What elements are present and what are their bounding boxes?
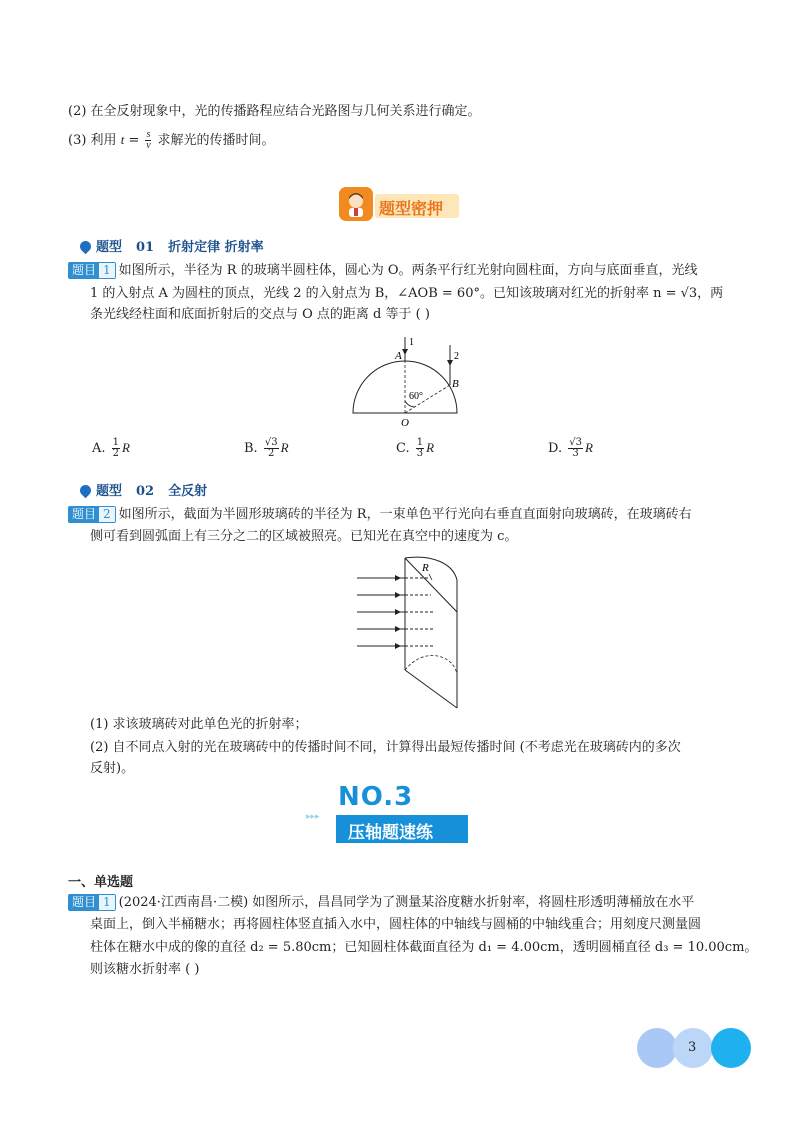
question-tag-label: 题目 [69,895,99,910]
type-heading-1 [80,236,264,255]
q3-text-1: (2024·江西南昌·二模) 如图所示，昌昌同学为了测量某浴度糖水折射率，将圆柱形透明薄桶放在水平 [118,895,695,910]
no3-banner [302,782,470,858]
option-key: C. [396,441,410,456]
q2-sub-2: (2) 自不同点入射的光在玻璃砖中的传播时间不同，计算得出最短传播时间 (不考虑光在玻璃砖内的多次 [90,740,681,755]
option-fraction [416,438,424,459]
question-tag-number: 1 [99,895,115,910]
banner-title: 题型密押 [379,199,444,218]
option-fraction [568,438,583,459]
q1-line-2: 1 的入射点 A 为圆柱的顶点，光线 2 的入射点为 B，∠AOB = 60°。已知该玻璃对红光的折射率 n = √3，两 [90,286,724,301]
q2-line-1 [68,506,692,524]
label-O: O [401,417,409,429]
fraction-denominator: v [146,140,151,151]
option-key: B. [244,441,258,456]
option-var: R [280,440,289,455]
q3-line-3: 柱体在糖水中成的像的直径 d₂ = 5.80cm；已知圆柱体截面直径为 d₁ = 4.00cm，透明圆桶直径 d₃ = 10.00cm。 [90,940,758,955]
option-a[interactable] [92,438,130,459]
type-heading-2 [80,480,207,499]
location-pin-icon [78,239,94,255]
option-den: 2 [268,448,275,459]
q2-sub-1: (1) 求该玻璃砖对此单色光的折射率； [90,717,308,732]
question-tag-number: 2 [99,507,115,522]
page-decoration-circle [637,1028,677,1068]
label-1: 1 [409,337,414,348]
question-tag-label: 题目 [69,507,99,522]
q1-line-1 [68,262,698,280]
option-var: R [426,440,435,455]
intro-line-3-suffix: 求解光的传播时间。 [153,133,275,148]
q2-sub-2b: 反射)。 [90,761,135,776]
question-tag [68,262,116,279]
q2-text-1: 如图所示，截面为半圆形玻璃砖的半径为 R，一束单色平行光向右垂直直面射向玻璃砖，在玻璃砖右 [118,507,692,522]
type-number: 01 [136,240,155,255]
option-b[interactable] [244,438,289,459]
intro-line-3-prefix: (3) 利用 [68,133,121,148]
type-title: 折射定律 折射率 [168,240,264,255]
option-den: 3 [416,448,424,459]
question-tag [68,506,116,523]
glass-brick-figure [355,550,470,710]
page-number: 3 [688,1040,697,1055]
time-variable: t [120,132,125,147]
type-number: 02 [136,484,155,499]
location-pin-icon [78,483,94,499]
question-tag [68,894,116,911]
option-c[interactable] [396,438,434,459]
option-den: 3 [572,448,579,459]
label-R: R [422,562,429,574]
label-A: A [395,350,402,362]
intro-line-3 [68,130,275,151]
angle-label: 60° [409,391,423,402]
no3-title: NO.3 [338,782,414,812]
q1-line-3: 条光线经柱面和底面折射后的交点与 O 点的距离 d 等于 ( ) [90,307,430,322]
q2-line-2: 侧可看到圆弧面上有三分之二的区域被照亮。已知光在真空中的速度为 c。 [90,529,518,544]
option-den: 2 [112,448,120,459]
option-d[interactable] [548,438,593,459]
option-fraction [264,438,279,459]
option-num: 1 [416,437,424,448]
option-var: R [584,440,593,455]
section-banner [339,187,459,221]
option-num: 1 [112,437,120,448]
arrow-dots-icon: ▸▸▸ [306,812,320,822]
page-decoration-circle [711,1028,751,1068]
type-label: 题型 [96,240,123,255]
intro-line-2: (2) 在全反射现象中，光的传播路程应结合光路图与几何关系进行确定。 [68,104,481,119]
q1-text-1: 如图所示，半径为 R 的玻璃半圆柱体，圆心为 O。两条平行红光射向圆柱面，方向与底面垂直，光线 [118,263,698,278]
q3-line-4: 则该糖水折射率 ( ) [90,962,200,977]
teacher-icon [339,187,373,221]
s-over-v-fraction [145,130,151,151]
type-title: 全反射 [168,484,208,499]
option-key: A. [92,441,106,456]
section-title: 一、单选题 [68,875,134,890]
type-label: 题型 [96,484,123,499]
question-tag-number: 1 [99,263,115,278]
option-num: √3 [264,437,278,448]
label-B: B [452,378,459,390]
option-num: √3 [569,437,582,448]
q3-line-2: 桌面上，倒入半桶糖水；再将圆柱体竖直插入水中，圆柱体的中轴线与圆桶的中轴线重合；用刻度尺测量圆 [90,917,702,932]
option-key: D. [548,441,563,456]
option-var: R [122,440,130,455]
fraction-numerator: s [146,129,151,140]
equals-sign: = [124,133,144,148]
q3-line-1 [68,894,694,912]
label-2: 2 [454,351,459,362]
semicylinder-figure [345,335,470,430]
no3-subtitle: 压轴题速练 [348,823,433,843]
option-fraction [112,438,120,459]
question-tag-label: 题目 [69,263,99,278]
